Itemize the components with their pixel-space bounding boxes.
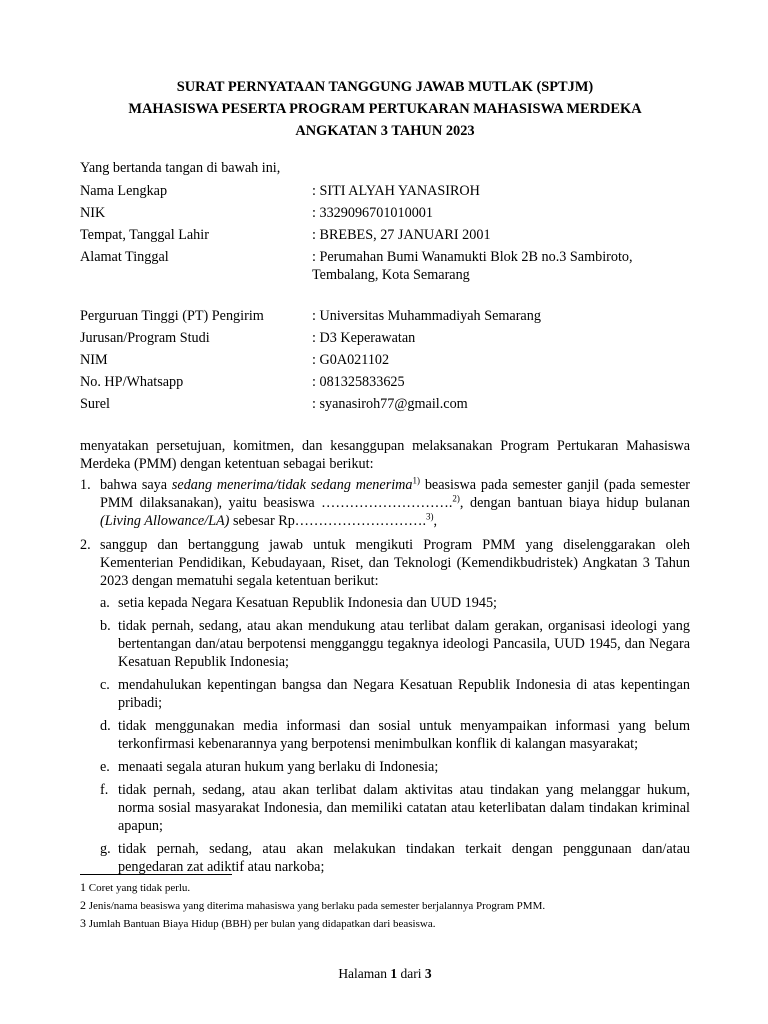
sub-text: tidak pernah, sedang, atau akan terlibat dalam aktivitas atau tindakan yang melanggar hukum, norma sosial masyarakat Indonesia, dan memiliki catatan atau keterlibatan dalam tindakan kriminal apapun; (118, 782, 690, 834)
field-label: Surel (80, 396, 110, 412)
footer-text: Halaman (338, 966, 391, 981)
footnotes (80, 879, 690, 933)
sub-letter: e. (100, 759, 110, 775)
field-value: : Universitas Muhammadiyah Semarang (312, 308, 541, 324)
field-row-name (80, 182, 690, 204)
item-text: sebesar Rp………………………. (229, 513, 427, 529)
sub-letter: f. (100, 782, 109, 798)
sub-list-item (100, 840, 690, 876)
item-emphasis: sedang menerima/tidak sedang menerima (171, 477, 413, 493)
item-text: sanggup dan bertanggung jawab untuk mengikuti Program PMM yang diselenggarakan oleh Kementerian Pendidikan, Kebudayaan, Riset, dan Teknologi (Kemendikbudristek) Angkatan 3 Tahun 2023 dengan mematuhi segala ketentuan berikut: (100, 537, 690, 589)
field-value: : syanasiroh77@gmail.com (312, 396, 468, 412)
field-label: No. HP/Whatsapp (80, 374, 184, 390)
address-line-1: : Perumahan Bumi Wanamukti Blok 2B no.3 Sambiroto, (312, 249, 633, 265)
list-item (80, 476, 690, 530)
field-row-email (80, 395, 690, 417)
item-text: , dengan bantuan biaya hidup bulanan (459, 495, 690, 511)
academic-fields (80, 307, 690, 417)
sub-text: menaati segala aturan hukum yang berlaku di Indonesia; (118, 759, 439, 775)
field-row-phone (80, 373, 690, 395)
footnote-ref: 3) (426, 511, 434, 522)
sub-list-item (100, 717, 690, 753)
item-number: 1. (80, 477, 91, 493)
title-line-1: SURAT PERNYATAAN TANGGUNG JAWAB MUTLAK (SPTJM) (176, 79, 594, 95)
document-title (80, 76, 690, 142)
field-label: Alamat Tinggal (80, 249, 169, 265)
footnote-ref: 1) (412, 475, 420, 486)
total-page-number: 3 (424, 966, 432, 981)
footnote-number: 3 (80, 916, 86, 930)
field-row-address (80, 248, 690, 292)
field-value: : D3 Keperawatan (312, 330, 416, 346)
sub-letter: d. (100, 718, 111, 734)
intro-text: Yang bertanda tangan di bawah ini, (80, 160, 281, 176)
footnote (80, 879, 690, 897)
footnote (80, 915, 690, 933)
sub-text: tidak pernah, sedang, atau akan mendukung atau terlibat dalam gerakan, organisasi ideologi yang bertentangan dan/atau berpotensi mengganggu tegaknya ideologi Pancasila, UUD 1945, dan Negara Kesatuan Republik Indonesia; (118, 618, 690, 670)
field-label: NIM (80, 352, 108, 368)
field-row-program (80, 329, 690, 351)
address-line-2: Tembalang, Kota Semarang (312, 267, 470, 283)
footer-text: dari (397, 966, 425, 981)
title-line-3: ANGKATAN 3 TAHUN 2023 (295, 123, 475, 139)
page-footer (80, 965, 690, 983)
footnote (80, 897, 690, 915)
sub-letter: a. (100, 595, 110, 611)
footnote-divider (80, 874, 232, 875)
sub-letter: g. (100, 841, 111, 857)
footnote-number: 1 (80, 880, 86, 894)
field-value (312, 248, 690, 284)
list-item (80, 536, 690, 876)
footnote-number: 2 (80, 898, 86, 912)
field-value: : SITI ALYAH YANASIROH (312, 183, 480, 199)
sub-text: mendahulukan kepentingan bangsa dan Negara Kesatuan Republik Indonesia di atas kepentingan pribadi; (118, 677, 690, 711)
sub-list-item (100, 781, 690, 835)
item-text: beasiswa pada semester ganjil (pada semester PMM dilaksanakan), yaitu beasiswa ………………………. (100, 477, 690, 511)
personal-fields (80, 182, 690, 292)
terms-list (80, 476, 690, 882)
field-value: : BREBES, 27 JANUARI 2001 (312, 227, 491, 243)
field-row-university (80, 307, 690, 329)
footnote-ref: 2) (452, 493, 460, 504)
field-label: NIK (80, 205, 106, 221)
field-value: : G0A021102 (312, 352, 390, 368)
field-row-birth (80, 226, 690, 248)
field-label: Perguruan Tinggi (PT) Pengirim (80, 308, 264, 324)
field-row-nim (80, 351, 690, 373)
sub-text: tidak menggunakan media informasi dan sosial untuk menyampaikan informasi yang belum terkonfirmasi kebenarannya yang berpotensi menimbulkan konflik di kalangan masyarakat; (118, 718, 690, 752)
sub-letter: c. (100, 677, 110, 693)
item-emphasis: (Living Allowance/LA) (100, 513, 230, 529)
item-text: , (433, 513, 438, 529)
footnote-text: Jenis/nama beasiswa yang diterima mahasiswa yang berlaku pada semester berjalannya Program PMM. (86, 900, 546, 912)
field-label: Tempat, Tanggal Lahir (80, 227, 209, 243)
sub-list-item (100, 676, 690, 712)
sub-text: setia kepada Negara Kesatuan Republik Indonesia dan UUD 1945; (118, 595, 498, 611)
sub-letter: b. (100, 618, 111, 634)
item-number: 2. (80, 537, 91, 553)
field-value: : 3329096701010001 (312, 205, 433, 221)
footnote-text: Jumlah Bantuan Biaya Hidup (BBH) per bulan yang didapatkan dari beasiswa. (86, 918, 436, 930)
title-line-2: MAHASISWA PESERTA PROGRAM PERTUKARAN MAHASISWA MERDEKA (128, 101, 642, 117)
field-value: : 081325833625 (312, 374, 405, 390)
field-label: Jurusan/Program Studi (80, 330, 210, 346)
field-row-nik (80, 204, 690, 226)
sub-list-item (100, 594, 690, 612)
footnote-text: Coret yang tidak perlu. (86, 882, 191, 894)
document-page (80, 0, 690, 1024)
sub-list-item (100, 758, 690, 776)
sub-list (100, 594, 690, 876)
sub-text: tidak pernah, sedang, atau akan melakukan tindakan terkait dengan penggunaan dan/atau pengedaran zat adiktif atau narkoba; (118, 841, 690, 875)
field-label: Nama Lengkap (80, 183, 168, 199)
statement-paragraph: menyatakan persetujuan, komitmen, dan kesanggupan melaksanakan Program Pertukaran Mahasiswa Merdeka (PMM) dengan ketentuan sebagai berikut: (80, 438, 690, 472)
current-page-number: 1 (390, 966, 398, 981)
sub-list-item (100, 617, 690, 671)
item-text: bahwa saya (100, 477, 172, 493)
